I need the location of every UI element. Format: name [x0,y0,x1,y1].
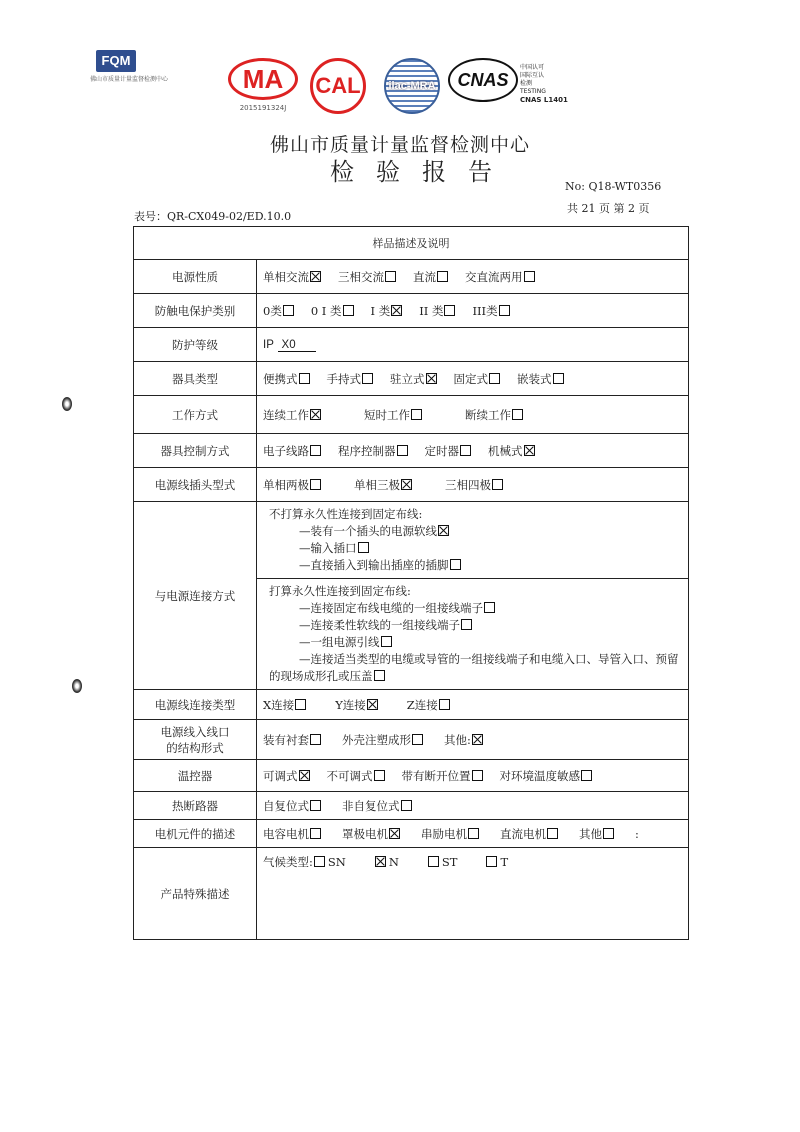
special-description-cell [257,848,689,940]
checkbox[interactable] [411,409,422,420]
option-item [263,478,324,492]
org-name: 佛山市质量计量监督检测中心 [269,134,530,156]
option-item [488,444,538,458]
option-item [335,698,381,712]
option-text: 连续工作 [263,407,309,422]
checkbox[interactable] [603,828,614,839]
group-title: 打算永久性连接到固定布线: [269,584,411,598]
option-text: 其他: [444,732,471,747]
option-text: X连接 [263,697,295,712]
checkbox[interactable] [310,734,321,745]
checkbox[interactable] [461,619,472,630]
checkbox[interactable] [343,305,354,316]
option-text: Z连接 [406,697,438,712]
option-text: 装有衬套 [263,732,309,747]
option-text: —装有一个插头的电源软线 [299,524,437,538]
cnas-text-line: 国际互认 [520,72,545,79]
checkbox[interactable] [428,856,439,867]
fqm-logo [90,50,169,83]
checkbox[interactable] [374,670,385,681]
option-text: 单相两极 [263,477,309,492]
option-suffix: : [635,826,639,841]
option-text: 单相三极 [354,477,400,492]
option-item [465,270,538,284]
checkbox[interactable] [397,445,408,456]
cnas-text [520,64,568,105]
checkbox[interactable] [412,734,423,745]
option-list [269,600,682,651]
cal-mark: CAL [310,58,366,114]
row-label: 工作方式 [134,396,257,434]
option-text: 嵌装式 [517,371,552,386]
checkbox[interactable] [486,856,497,867]
option-item [299,634,682,651]
option-item [425,444,475,458]
option-item [327,372,377,386]
connection-group-2 [257,579,689,690]
option-list [269,523,682,574]
option-text: 的现场成形孔或压盖 [269,669,373,683]
option-text: 短时工作 [364,407,410,422]
checkbox[interactable] [492,479,503,490]
row-label: 防护等级 [134,328,257,362]
option-item [454,372,504,386]
table-row [134,362,689,396]
option-text: 对环境温度敏感 [499,768,580,783]
option-item [313,855,346,869]
cnas-text-line: 检测 [520,80,533,87]
option-text: —连接固定布线电缆的一组接线端子 [299,601,483,615]
option-text: N [388,855,399,869]
option-item [445,478,506,492]
fqm-logo-caption: 佛山市质量计量监督检测中心 [90,76,169,83]
table-row [134,260,689,294]
option-group [257,720,689,760]
doc-title: 检验报告 [330,158,514,186]
option-text: 非自复位式 [342,798,400,813]
table-row [134,760,689,792]
checkbox-checked[interactable] [375,856,386,867]
table-row [134,396,689,434]
option-group [257,792,689,820]
option-group [257,294,689,328]
checkbox[interactable] [547,828,558,839]
checkbox[interactable] [381,636,392,647]
option-group [257,760,689,792]
option-item [263,372,313,386]
option-text: 带有断开位置 [401,768,471,783]
checkbox[interactable] [437,271,448,282]
option-text: 0 I 类 [310,303,342,318]
option-text: —直接插入到输出插座的插脚 [299,558,449,572]
option-item [263,408,324,422]
row-label: 电源线插头型式 [134,468,257,502]
option-text: 罩极电机 [342,826,388,841]
cma-code: 2015191324J [239,104,287,112]
option-text: 直流电机 [500,826,546,841]
checkbox[interactable] [444,305,455,316]
group-title: 不打算永久性连接到固定布线: [269,507,423,521]
checkbox[interactable] [299,373,310,384]
cma-mark: MA [228,58,298,100]
option-group [257,396,689,434]
option-text: 其他 [579,826,602,841]
checkbox[interactable] [512,409,523,420]
table-row [134,848,689,940]
checkbox[interactable] [553,373,564,384]
checkbox[interactable] [310,445,321,456]
checkbox[interactable] [310,479,321,490]
row-label: 器具控制方式 [134,434,257,468]
checkbox[interactable] [314,856,325,867]
checkbox[interactable] [581,770,592,781]
option-item [517,372,567,386]
option-item [427,855,458,869]
table-row [134,720,689,760]
option-text: 直流 [413,269,436,284]
option-item [299,600,682,617]
option-text: Y连接 [335,697,366,712]
checkbox[interactable] [310,800,321,811]
checkbox[interactable] [484,602,495,613]
option-item [472,304,512,318]
option-text: —输入插口 [299,541,357,555]
option-text: 驻立式 [390,371,425,386]
connection-group-1 [257,502,689,579]
option-text: 外壳注塑成形 [342,732,411,747]
table-row [134,690,689,720]
option-item [263,799,324,813]
report-number: No: Q18-WT0356 [565,180,662,193]
row-label: 热断路器 [134,792,257,820]
option-text: 可调式 [263,768,298,783]
option-item [465,408,526,422]
row-label: 器具类型 [134,362,257,396]
option-group [257,690,689,720]
row-label-line: 电源线入线口 [160,724,230,739]
row-label: 防触电保护类别 [134,294,257,328]
option-text: 三相四极 [445,477,491,492]
option-group [257,434,689,468]
option-text: ST [441,855,458,869]
option-text: 不可调式 [326,768,373,783]
option-text: 交直流两用 [465,269,523,284]
checkbox[interactable] [283,305,294,316]
option-item [402,769,486,783]
checkbox-checked[interactable] [367,699,378,710]
option-item [342,827,403,841]
option-group [257,468,689,502]
stamp-edge [734,480,758,590]
checkbox-checked[interactable] [401,479,412,490]
option-text: 定时器 [424,443,459,458]
option-group [257,362,689,396]
ip-value: X0 [278,339,316,352]
option-item [342,733,426,747]
checkbox[interactable] [468,828,479,839]
option-text: —连接柔性软线的一组接线端子 [299,618,460,632]
row-label: 电机元件的描述 [134,820,257,848]
option-text: I 类 [370,303,391,318]
option-item [354,478,415,492]
checkbox[interactable] [310,828,321,839]
cal-logo [310,58,370,114]
binder-hole [72,679,82,693]
checkbox[interactable] [295,699,306,710]
checkbox-checked[interactable] [438,525,449,536]
option-text: 0类 [263,303,282,318]
option-item [364,408,425,422]
row-label: 产品特殊描述 [134,848,257,940]
cma-logo [228,58,298,112]
option-text: 断续工作 [465,407,511,422]
checkbox-checked[interactable] [310,271,321,282]
option-text: 电容电机 [263,826,309,841]
option-text: 固定式 [453,371,488,386]
checkbox[interactable] [374,770,385,781]
option-item [263,733,324,747]
checkbox[interactable] [450,559,461,570]
option-text: —一组电源引线 [299,635,380,649]
cnas-text-line: 中国认可 [520,64,545,71]
option-item [263,769,313,783]
checkbox-checked[interactable] [426,373,437,384]
checkbox[interactable] [439,699,450,710]
checkbox[interactable] [524,271,535,282]
option-item [390,372,440,386]
table-row [134,468,689,502]
option-item [500,769,596,783]
option-text: 手持式 [326,371,361,386]
sample-description-table [133,226,689,940]
option-item [327,769,388,783]
checkbox[interactable] [358,542,369,553]
option-item [338,444,411,458]
option-item [485,855,508,869]
option-item [413,270,451,284]
option-text: 单相交流 [263,269,309,284]
option-item [421,827,482,841]
table-row [134,328,689,362]
option-text: 电子线路 [263,443,309,458]
page-info: 共 21 页 第 2 页 [567,202,650,215]
row-label: 与电源连接方式 [134,502,257,690]
ilac-mra-logo: ilac-MRA [384,58,440,114]
option-group [257,820,689,848]
option-item [371,304,406,318]
form-number: 表号：QR-CX049-02/ED.10.0 [134,210,292,223]
option-long-line-end [269,668,682,685]
option-item [374,855,399,869]
checkbox[interactable] [472,770,483,781]
table-row [134,434,689,468]
table-row [134,502,689,579]
binder-hole [62,397,72,411]
climate-label: 气候类型: [263,855,313,869]
row-label-line: 的结构形式 [166,740,224,755]
option-group [257,260,689,294]
option-item [299,540,682,557]
checkbox[interactable] [489,373,500,384]
option-item [263,827,324,841]
option-item [419,304,458,318]
ip-prefix: IP [263,339,274,351]
checkbox-checked[interactable] [299,770,310,781]
checkbox-checked[interactable] [524,445,535,456]
option-item [342,799,415,813]
option-text: 机械式 [488,443,523,458]
option-item [263,444,324,458]
cnas-text-line: TESTING [520,88,546,95]
option-item [444,733,486,747]
option-text: 程序控制器 [338,443,396,458]
option-item [500,827,561,841]
option-text: III类 [472,303,498,318]
table-row [134,820,689,848]
row-label: 温控器 [134,760,257,792]
checkbox-checked[interactable] [389,828,400,839]
option-item [263,270,324,284]
option-item [299,557,682,574]
row-label: 电源线连接类型 [134,690,257,720]
table-row [134,792,689,820]
checkbox[interactable] [460,445,471,456]
option-text: T [500,855,509,869]
checkbox[interactable] [362,373,373,384]
option-text: 便携式 [263,371,298,386]
row-label: 电源性质 [134,260,257,294]
cnas-number: CNAS L1401 [520,96,568,104]
option-long-line: —连接适当类型的电缆或导管的一组接线端子和电缆入口、导管入口、预留 [299,652,679,666]
table-row [134,294,689,328]
checkbox-checked[interactable] [391,305,402,316]
option-text: SN [327,855,346,869]
checkbox[interactable] [385,271,396,282]
option-item [338,270,399,284]
row-label [134,720,257,760]
cnas-logo: CNAS [448,58,518,102]
ip-grade-cell [257,328,689,362]
checkbox-checked[interactable] [472,734,483,745]
option-item [263,304,297,318]
option-item [263,698,309,712]
checkbox-checked[interactable] [310,409,321,420]
option-item [311,304,357,318]
option-item [299,617,682,634]
option-item [299,523,682,540]
checkbox[interactable] [499,305,510,316]
option-text: II 类 [419,303,444,318]
option-text: 串励电机 [421,826,467,841]
checkbox[interactable] [401,800,412,811]
fqm-logo-mark: FQM [96,50,136,72]
option-item [407,698,453,712]
option-item [579,827,617,841]
option-text: 自复位式 [263,798,309,813]
table-heading: 样品描述及说明 [134,227,689,260]
option-text: 三相交流 [338,269,384,284]
option-group [313,855,536,869]
